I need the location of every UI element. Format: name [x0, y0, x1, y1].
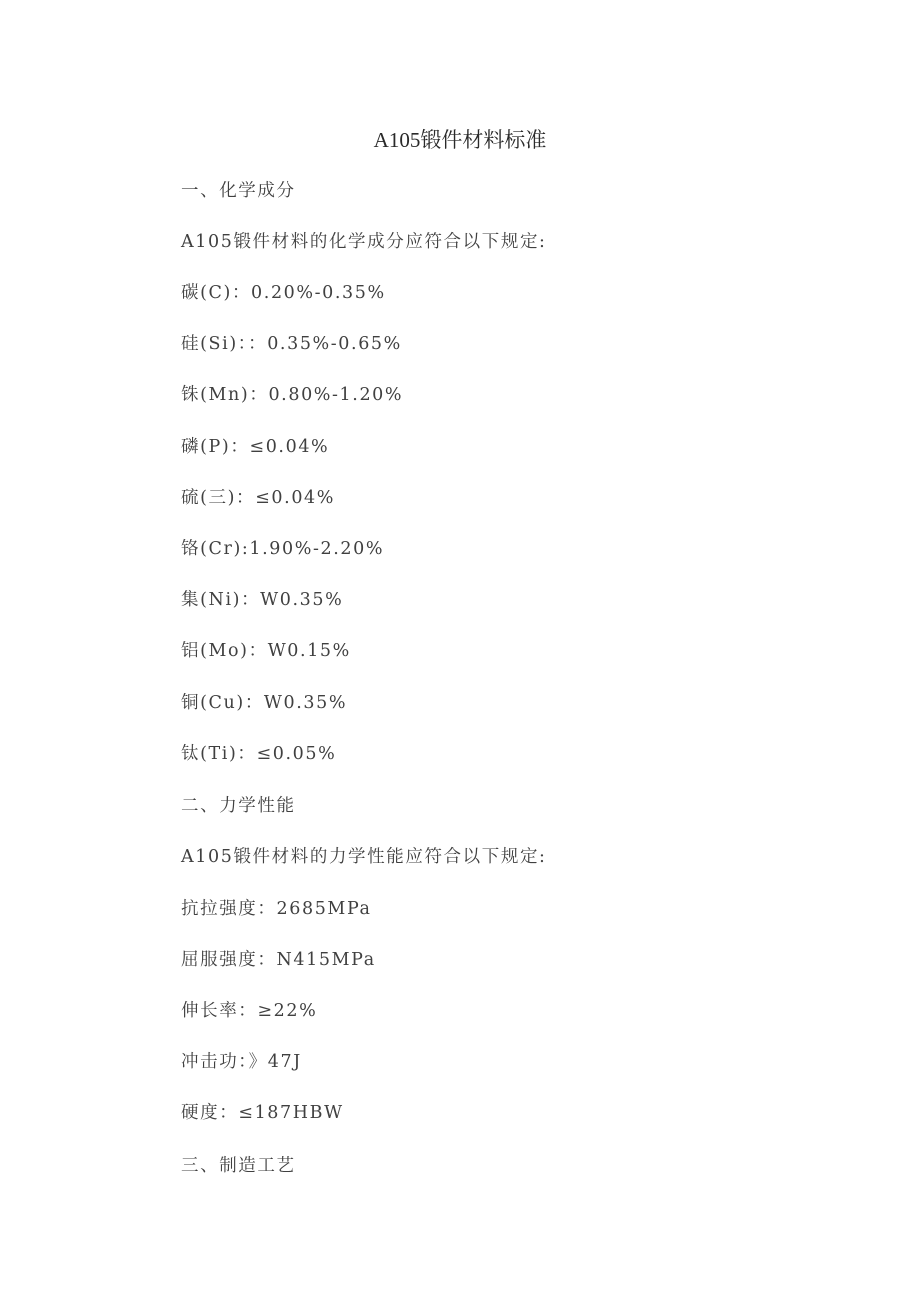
composition-molybdenum: 铝(Mo)：W0.15%	[181, 641, 351, 661]
composition-nickel: 集(Ni)：W0.35%	[181, 590, 344, 610]
paragraph-chemical-intro: A105锻件材料的化学成分应符合以下规定:	[181, 232, 547, 252]
composition-copper: 铜(Cu)：W0.35%	[181, 693, 348, 713]
composition-silicon: 硅(Si)：：0.35%-0.65%	[181, 334, 402, 354]
composition-chromium: 铬(Cr):1.90%-2.20%	[181, 539, 385, 559]
composition-carbon: 碳(C)：0.20%-0.35%	[181, 283, 386, 303]
property-impact-energy: 冲击功：》47J	[181, 1052, 302, 1072]
section-heading-mechanical-properties: 二、力学性能	[181, 796, 296, 816]
composition-titanium: 钛(Ti)：≤0.05%	[181, 744, 337, 764]
property-hardness: 硬度：≤187HBW	[181, 1103, 344, 1123]
property-tensile-strength: 抗拉强度：2685MPa	[181, 899, 372, 919]
composition-phosphorus: 磷(P)：≤0.04%	[181, 437, 330, 457]
composition-sulfur: 硫(三)：≤0.04%	[181, 488, 336, 508]
document-title: A105锻件材料标准	[373, 128, 547, 152]
section-heading-manufacturing-process: 三、制造工艺	[181, 1156, 296, 1176]
property-elongation: 伸长率：≥22%	[181, 1001, 318, 1021]
property-yield-strength: 屈服强度：N415MPa	[181, 950, 376, 970]
paragraph-mechanical-intro: A105锻件材料的力学性能应符合以下规定:	[181, 847, 547, 867]
composition-manganese: 铢(Mn)：0.80%-1.20%	[181, 385, 404, 405]
section-heading-chemical-composition: 一、化学成分	[181, 181, 296, 201]
